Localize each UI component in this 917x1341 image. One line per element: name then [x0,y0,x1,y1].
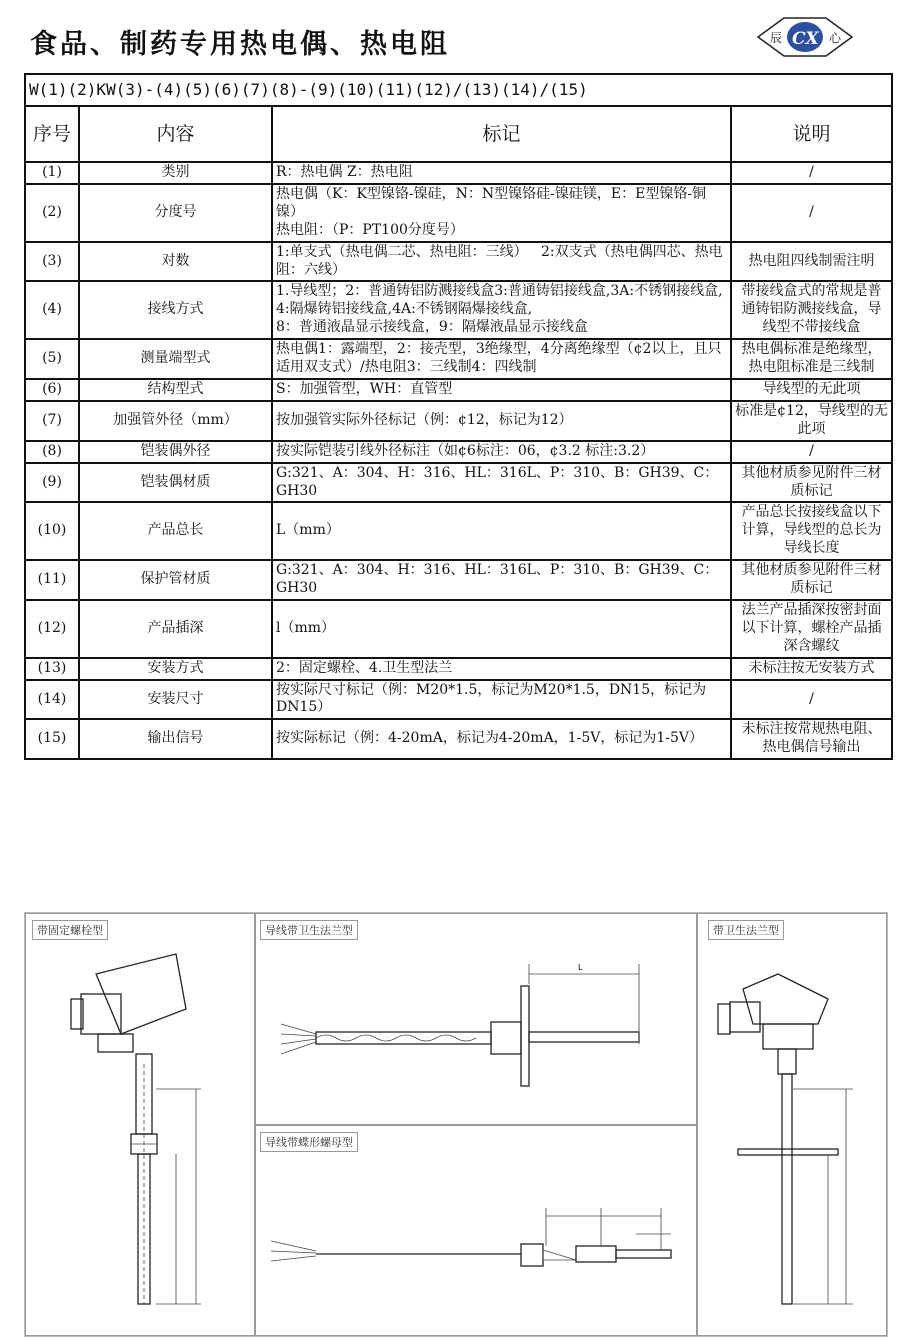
table-row [25,463,892,503]
table-row [25,600,892,658]
row-number: (3) [25,242,79,282]
figures-area [24,912,888,1337]
header-no: 序号 [25,106,79,162]
logo-center-text: CX [792,29,819,49]
row-content: 分度号 [79,184,272,242]
logo-left-text: 辰 [770,31,783,45]
row-content: 产品插深 [79,600,272,658]
row-content: 输出信号 [79,719,272,759]
row-mark: R：热电偶 Z：热电阻 [272,162,731,184]
header-note: 说明 [731,106,892,162]
table-row [25,379,892,401]
logo-right-text: 心 [829,31,842,45]
table-row [25,184,892,242]
figure-clamp-label: 带卫生法兰型 [708,920,784,940]
figure-cable-clamp-label: 导线带卫生法兰型 [260,920,358,940]
row-number: (2) [25,184,79,242]
row-content: 结构型式 [79,379,272,401]
table-row [25,441,892,463]
row-mark: 热电偶（K：K型镍铬-镍硅，N：N型镍铬硅-镍硅镁，E：E型镍铬-铜镍） 热电阻：（P：PT100分度号） [272,184,731,242]
row-mark: S：加强管型，WH：直管型 [272,379,731,401]
page-title: 食品、制药专用热电偶、热电阻 [30,29,450,60]
table-row [25,658,892,680]
header-mark: 标记 [272,106,731,162]
table-row [25,680,892,720]
row-note: 带接线盒式的常规是普通铸铝防溅接线盒，导线型不带接线盒 [731,281,892,339]
row-content: 测量端型式 [79,339,272,379]
figure-cable-clamp-panel [255,913,697,1125]
row-note: 其他材质参见附件三材质标记 [731,560,892,600]
row-mark: G:321、A：304、H：316、HL：316L、P：310、B：GH39、C：GH30 [272,560,731,600]
row-note: / [731,162,892,184]
row-number: (11) [25,560,79,600]
row-note: / [731,441,892,463]
brand-logo [756,14,854,60]
row-content: 铠装偶外径 [79,441,272,463]
row-number: (7) [25,401,79,441]
row-number: (8) [25,441,79,463]
table-row [25,719,892,759]
figure-clamp-panel [697,913,887,1336]
row-note: / [731,680,892,720]
row-mark: 热电偶1：露端型，2：接壳型，3绝缘型，4分离绝缘型（¢2以上，且只适用双支式）/热电阻3：三线制4：四线制 [272,339,731,379]
row-note: 法兰产品插深按密封面以下计算，螺栓产品插深含螺纹 [731,600,892,658]
cable-nut-drawing [256,1126,696,1335]
row-number: (9) [25,463,79,503]
figure-bolt-panel [25,913,255,1336]
row-number: (12) [25,600,79,658]
row-number: (4) [25,281,79,339]
svg-text:L: L [578,963,583,972]
row-content: 接线方式 [79,281,272,339]
table-row [25,502,892,560]
figure-cable-nut-label: 导线带蝶形螺母型 [260,1132,358,1152]
row-content: 对数 [79,242,272,282]
row-number: (14) [25,680,79,720]
table-row [25,339,892,379]
row-note: 导线型的无此项 [731,379,892,401]
row-mark: L（mm） [272,502,731,560]
row-number: (5) [25,339,79,379]
row-mark: 按实际标记（例：4-20mA，标记为4-20mA，1-5V，标记为1-5V） [272,719,731,759]
row-mark: 1.导线型；2：普通铸铝防溅接线盒3:普通铸铝接线盒,3A:不锈钢接线盒, 4:隔爆铸铝接线盒,4A:不锈钢隔爆接线盒, 8：普通液晶显示接线盒，9：隔爆液晶显示接线盒 [272,281,731,339]
row-note: 热电阻四线制需注明 [731,242,892,282]
row-content: 安装尺寸 [79,680,272,720]
header-content: 内容 [79,106,272,162]
table-row [25,401,892,441]
clamp-type-drawing [698,914,886,1335]
row-note: / [731,184,892,242]
model-code-row [25,74,892,106]
row-note: 产品总长按接线盒以下计算，导线型的总长为导线长度 [731,502,892,560]
row-number: (13) [25,658,79,680]
table-row [25,560,892,600]
figure-bolt-label: 带固定螺栓型 [32,920,108,940]
row-note: 热电偶标准是绝缘型，热电阻标准是三线制 [731,339,892,379]
row-mark: 2：固定螺栓、4.卫生型法兰 [272,658,731,680]
row-mark: l（mm） [272,600,731,658]
row-note: 未标注按常规热电阻、热电偶信号输出 [731,719,892,759]
row-mark: 1:单支式（热电偶二芯、热电阻：三线） 2:双支式（热电偶四芯、热电阻：六线） [272,242,731,282]
table-header-row [25,106,892,162]
bolt-type-drawing [26,914,254,1335]
spec-table [24,73,893,760]
row-content: 安装方式 [79,658,272,680]
row-content: 产品总长 [79,502,272,560]
row-content: 铠装偶材质 [79,463,272,503]
model-code: W(1)(2)KW(3)-(4)(5)(6)(7)(8)-(9)(10)(11)(12)/(13)(14)/(15) [25,74,892,106]
row-note: 其他材质参见附件三材质标记 [731,463,892,503]
figure-cable-nut-panel [255,1125,697,1336]
table-row [25,162,892,184]
row-note: 未标注按无安装方式 [731,658,892,680]
row-number: (1) [25,162,79,184]
table-row [25,281,892,339]
row-mark: 按加强管实际外径标记（例：¢12，标记为12） [272,401,731,441]
row-note: 标准是¢12，导线型的无此项 [731,401,892,441]
row-mark: 按实际尺寸标记（例：M20*1.5，标记为M20*1.5，DN15，标记为DN15） [272,680,731,720]
table-row [25,242,892,282]
row-content: 保护管材质 [79,560,272,600]
row-content: 类别 [79,162,272,184]
row-number: (15) [25,719,79,759]
cable-clamp-drawing [256,914,696,1124]
row-number: (6) [25,379,79,401]
row-content: 加强管外径（mm） [79,401,272,441]
row-mark: 按实际铠装引线外径标注（如¢6标注：06，¢3.2 标注:3.2） [272,441,731,463]
row-mark: G:321、A：304、H：316、HL：316L、P：310、B：GH39、C：GH30 [272,463,731,503]
row-number: (10) [25,502,79,560]
